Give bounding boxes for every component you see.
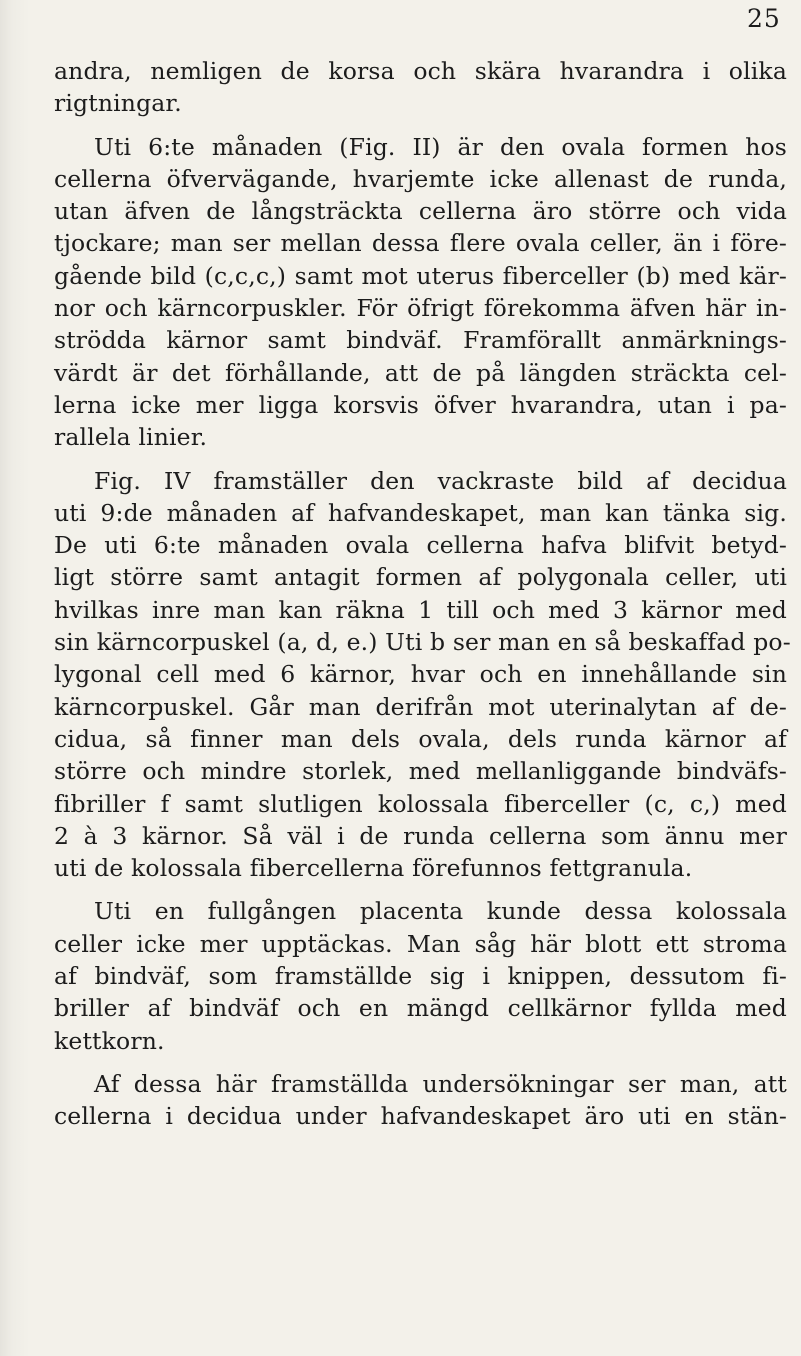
- paragraph-4: [54, 895, 787, 1056]
- text-line: uti 9:de månaden af hafvandeskapet, man kan tänka sig.: [54, 498, 787, 527]
- page-number: 25: [747, 4, 781, 33]
- paragraph-5: [54, 1068, 787, 1133]
- text-line: värdt är det förhållande, att de på längden sträckta cel-: [54, 358, 787, 387]
- text-line: Uti 6:te månaden (Fig. II) är den ovala formen hos: [94, 132, 787, 161]
- text-line: tjockare; man ser mellan dessa flere ovala celler, än i före-: [54, 229, 787, 258]
- body-text: [54, 55, 791, 1133]
- text-line: gående bild (c,c,c,) samt mot uterus fiberceller (b) med kär-: [54, 261, 787, 290]
- text-line: ligt större samt antagit formen af polygonala celler, uti: [54, 563, 787, 592]
- text-line: uti de kolossala fibercellerna förefunnos fettgranula.: [54, 854, 693, 883]
- text-line: af bindväf, som framställde sig i knippen, dessutom fi-: [54, 962, 787, 991]
- text-line: utan äfven de långsträckta cellerna äro större och vida: [54, 197, 787, 226]
- text-line: större och mindre storlek, med mellanliggande bindväfs-: [54, 757, 787, 786]
- text-line: rigtningar.: [54, 89, 182, 118]
- text-line: Af dessa här framställda undersökningar ser man, att: [94, 1069, 787, 1098]
- text-line: lygonal cell med 6 kärnor, hvar och en innehållande sin: [54, 660, 787, 689]
- text-line: sin kärncorpuskel (a, d, e.) Uti b ser man en så beskaffad po-: [54, 628, 791, 657]
- text-line: nor och kärncorpuskler. För öfrigt förekomma äfven här in-: [54, 294, 787, 323]
- paragraph-1: [54, 55, 787, 120]
- paragraph-3: [54, 465, 791, 885]
- text-line: cellerna öfvervägande, hvarjemte icke allenast de runda,: [54, 164, 787, 193]
- text-line: hvilkas inre man kan räkna 1 till och med 3 kärnor med: [54, 595, 787, 624]
- text-line: lerna icke mer ligga korsvis öfver hvarandra, utan i pa-: [54, 390, 787, 419]
- text-line: kettkorn.: [54, 1026, 165, 1055]
- text-line: andra, nemligen de korsa och skära hvarandra i olika: [54, 57, 787, 85]
- text-line: 2 à 3 kärnor. Så väl i de runda cellerna som ännu mer: [54, 821, 787, 850]
- paragraph-2: [54, 131, 787, 454]
- text-line: celler icke mer upptäckas. Man såg här blott ett stroma: [54, 929, 787, 958]
- text-line: Fig. IV framställer den vackraste bild af decidua: [94, 466, 787, 495]
- text-line: fibriller f samt slutligen kolossala fiberceller (c, c,) med: [54, 789, 787, 818]
- text-line: cidua, så finner man dels ovala, dels runda kärnor af: [54, 724, 787, 753]
- text-line: kärncorpuskel. Går man derifrån mot uterinalytan af de-: [54, 692, 787, 721]
- text-line: cellerna i decidua under hafvandeskapet äro uti en stän-: [54, 1102, 787, 1131]
- text-line: strödda kärnor samt bindväf. Framförallt anmärknings-: [54, 326, 787, 355]
- text-line: De uti 6:te månaden ovala cellerna hafva blifvit betyd-: [54, 531, 787, 560]
- text-line: rallela linier.: [54, 423, 208, 452]
- text-line: briller af bindväf och en mängd cellkärnor fyllda med: [54, 994, 787, 1023]
- text-line: Uti en fullgången placenta kunde dessa kolossala: [94, 897, 787, 926]
